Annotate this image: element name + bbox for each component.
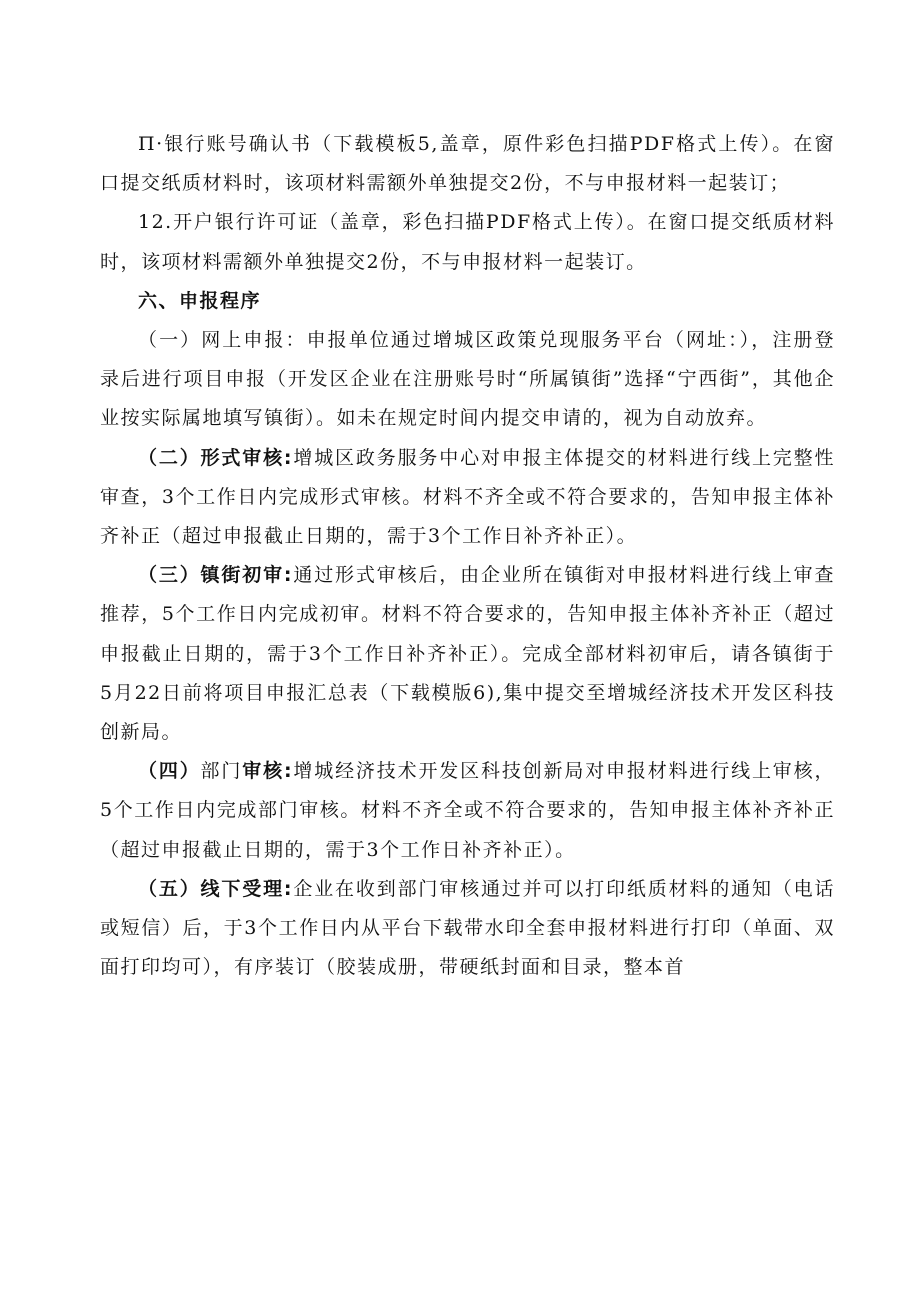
step-2-format-review [100, 439, 835, 557]
step-5-offline-acceptance [100, 870, 835, 988]
step-5-lead: （五）线下受理: [138, 877, 294, 900]
step-4-lead-number: （四） [138, 760, 201, 783]
section-6-heading: 六、申报程序 [138, 289, 262, 312]
step-4-lead-department: 部门 [200, 760, 243, 783]
step-2-text: 增城区政务服务中心对申报主体提交的材料进行线上完整性审查，3个工作日内完成形式审核。材料不齐全或不符合要求的，告知申报主体补齐补正（超过申报截止日期的，需于3个工作日补齐补正）。 [100, 446, 835, 548]
step-3-town-review [100, 556, 835, 752]
step-4-lead-review: 审核: [242, 760, 294, 783]
step-2-lead: （二）形式审核: [138, 446, 294, 469]
item-11-bank-account-confirmation: Π·银行账号确认书（下载模板5,盖章，原件彩色扫描PDF格式上传）。在窗口提交纸质材料时，该项材料需额外单独提交2份，不与申报材料一起装订； [100, 133, 835, 195]
step-3-lead: （三）镇街初审: [138, 564, 294, 587]
step-4-lead [138, 760, 293, 782]
step-3-text: 通过形式审核后，由企业所在镇街对申报材料进行线上审查推荐，5个工作日内完成初审。材料不符合要求的，告知申报主体补齐补正（超过申报截止日期的，需于3个工作日补齐补正）。完成全部材料初审后，请各镇街于5月22日前将项目申报汇总表（下载模版6),集中提交至增城经济技术开发区科技创新局。 [100, 564, 835, 744]
step-1-online-application: （一）网上申报：申报单位通过增城区政策兑现服务平台（网址：），注册登录后进行项目申报（开发区企业在注册账号时“所属镇街”选择“宁西街”，其他企业按实际属地填写镇街）。如未在规定时间内提交申请的，视为自动放弃。 [100, 329, 835, 430]
step-5-text: 企业在收到部门审核通过并可以打印纸质材料的通知（电话或短信）后，于3个工作日内从平台下载带水印全套申报材料进行打印（单面、双面打印均可），有序装订（胶装成册，带硬纸封面和目录，整本首 [100, 877, 835, 979]
step-4-text: 增城经济技术开发区科技创新局对申报材料进行线上审核，5个工作日内完成部门审核。材料不齐全或不符合要求的，告知申报主体补齐补正（超过申报截止日期的，需于3个工作日补齐补正）。 [100, 760, 835, 861]
item-12-bank-license: 12.开户银行许可证（盖章，彩色扫描PDF格式上传）。在窗口提交纸质材料时，该项材料需额外单独提交2份，不与申报材料一起装订。 [100, 211, 835, 273]
step-4-department-review [100, 752, 835, 870]
document-body [100, 125, 835, 987]
